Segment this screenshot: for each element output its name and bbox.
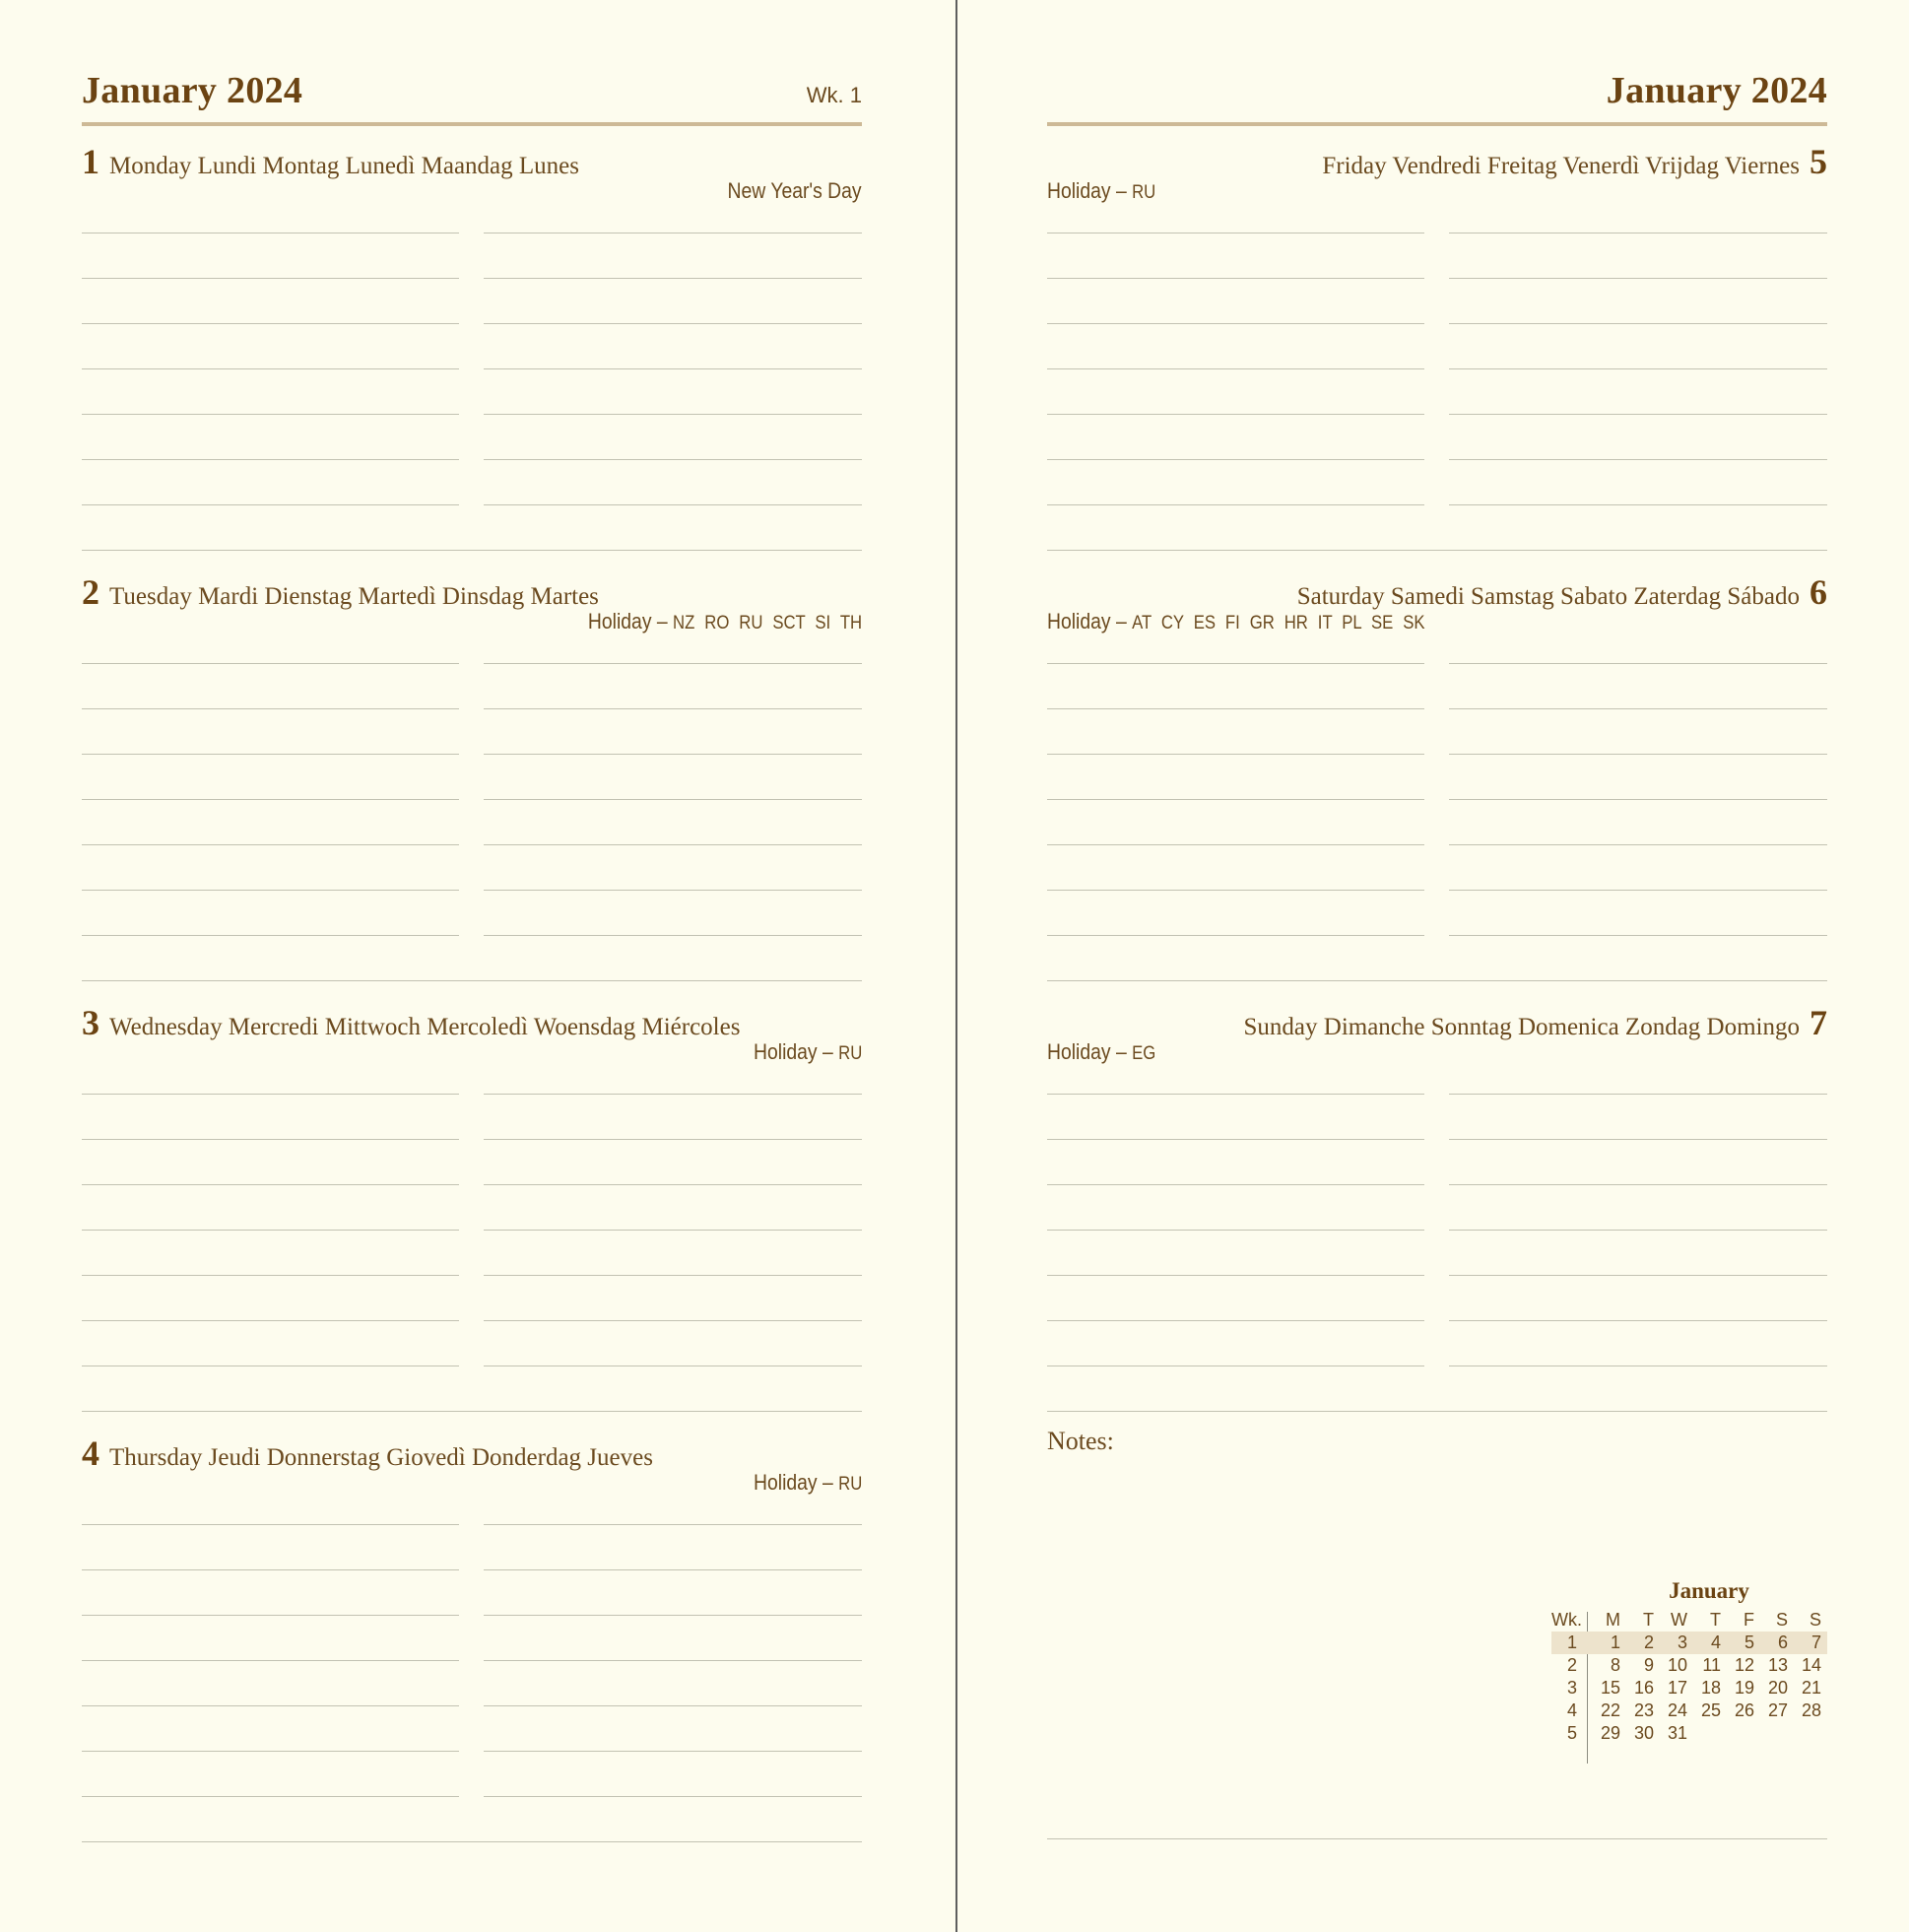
mini-calendar-week-number: Wk. xyxy=(1551,1610,1582,1630)
mini-calendar-day: T xyxy=(1710,1610,1721,1630)
writing-line[interactable] xyxy=(82,890,459,891)
writing-line[interactable] xyxy=(82,1751,459,1752)
mini-calendar-day: 29 xyxy=(1600,1723,1620,1743)
writing-line[interactable] xyxy=(82,1705,459,1706)
writing-line[interactable] xyxy=(484,663,862,664)
writing-line[interactable] xyxy=(484,1569,862,1570)
mini-calendar-day: 17 xyxy=(1667,1678,1687,1698)
day-divider xyxy=(82,980,862,981)
holiday-note xyxy=(754,1470,862,1496)
mini-calendar-day: 19 xyxy=(1734,1678,1754,1698)
writing-line[interactable] xyxy=(1449,459,1827,460)
day-names: Wednesday Mercredi Mittwoch Mercoledì Woensdag Miércoles xyxy=(109,1014,741,1040)
mini-calendar-week-number: 1 xyxy=(1566,1632,1577,1652)
mini-calendar-day: M xyxy=(1606,1610,1620,1630)
day-divider xyxy=(1047,1411,1827,1412)
day-header xyxy=(82,1432,862,1472)
writing-line[interactable] xyxy=(82,754,459,755)
day-header xyxy=(82,1002,862,1041)
month-header xyxy=(82,71,862,126)
mini-calendar-day: 11 xyxy=(1702,1655,1721,1675)
writing-line[interactable] xyxy=(1449,278,1827,279)
mini-calendar-week xyxy=(1551,1654,1827,1677)
writing-line[interactable] xyxy=(1449,323,1827,324)
writing-line[interactable] xyxy=(82,1660,459,1661)
writing-line[interactable] xyxy=(1449,1320,1827,1321)
writing-line[interactable] xyxy=(82,1796,459,1797)
writing-line[interactable] xyxy=(1047,414,1424,415)
mini-calendar-week xyxy=(1551,1677,1827,1699)
left-page xyxy=(82,0,862,1932)
mini-calendar-day: 7 xyxy=(1810,1632,1821,1652)
writing-line[interactable] xyxy=(484,708,862,709)
page-spine xyxy=(955,0,957,1932)
writing-line[interactable] xyxy=(1047,708,1424,709)
mini-calendar-day: 28 xyxy=(1801,1700,1821,1720)
mini-calendar-day: 3 xyxy=(1677,1632,1687,1652)
mini-calendar-day: 5 xyxy=(1744,1632,1754,1652)
notes-label: Notes: xyxy=(1047,1427,1114,1455)
writing-line[interactable] xyxy=(484,1705,862,1706)
day-header xyxy=(1047,1002,1827,1041)
month-header xyxy=(1047,71,1827,126)
day-entry xyxy=(1047,141,1827,571)
mini-calendar-day: 18 xyxy=(1700,1678,1721,1698)
day-header xyxy=(1047,571,1827,611)
mini-calendar-day: 26 xyxy=(1734,1700,1754,1720)
writing-line[interactable] xyxy=(1047,1094,1424,1095)
writing-line[interactable] xyxy=(1449,935,1827,936)
mini-calendar-day: 16 xyxy=(1633,1678,1654,1698)
mini-calendar-day: 1 xyxy=(1610,1632,1620,1652)
writing-line[interactable] xyxy=(82,323,459,324)
mini-calendar-day: 12 xyxy=(1734,1655,1754,1675)
writing-line[interactable] xyxy=(82,1139,459,1140)
mini-calendar-day: 2 xyxy=(1643,1632,1654,1652)
writing-line[interactable] xyxy=(1449,844,1827,845)
holiday-codes: RU xyxy=(837,1474,862,1495)
writing-line[interactable] xyxy=(484,414,862,415)
mini-calendar-week-number: 3 xyxy=(1566,1678,1577,1698)
holiday-prefix: Holiday – xyxy=(1047,178,1133,203)
day-names: Sunday Dimanche Sonntag Domenica Zondag Domingo xyxy=(1243,1014,1800,1040)
mini-calendar-day: 27 xyxy=(1767,1700,1788,1720)
holiday-prefix: Holiday – xyxy=(1047,1039,1133,1064)
writing-line[interactable] xyxy=(1047,754,1424,755)
writing-line[interactable] xyxy=(82,459,459,460)
mini-calendar-day: 24 xyxy=(1667,1700,1687,1720)
day-number: 7 xyxy=(1810,1003,1827,1042)
day-entry xyxy=(82,1002,862,1432)
writing-line[interactable] xyxy=(1047,1139,1424,1140)
mini-calendar-header xyxy=(1551,1609,1827,1632)
holiday-note xyxy=(1047,609,1425,634)
writing-line[interactable] xyxy=(484,1660,862,1661)
day-entry xyxy=(82,141,862,571)
writing-line[interactable] xyxy=(1449,799,1827,800)
day-entry xyxy=(1047,1002,1827,1432)
writing-line[interactable] xyxy=(484,844,862,845)
writing-line[interactable] xyxy=(1449,414,1827,415)
holiday-codes: RU xyxy=(837,1043,862,1064)
writing-line[interactable] xyxy=(1449,504,1827,505)
writing-line[interactable] xyxy=(484,1275,862,1276)
holiday-codes: RU xyxy=(1132,182,1156,203)
mini-calendar-day: 22 xyxy=(1600,1700,1620,1720)
holiday-codes: AT CY ES FI GR HR IT PL SE SK xyxy=(1132,613,1425,633)
holiday-note xyxy=(754,1039,862,1065)
writing-line[interactable] xyxy=(82,504,459,505)
mini-calendar-day: 31 xyxy=(1667,1723,1687,1743)
writing-line[interactable] xyxy=(1047,799,1424,800)
holiday-prefix: Holiday – xyxy=(1047,609,1133,633)
writing-line[interactable] xyxy=(484,1184,862,1185)
day-names: Tuesday Mardi Dienstag Martedì Dinsdag Martes xyxy=(109,583,599,610)
writing-line[interactable] xyxy=(82,708,459,709)
writing-line[interactable] xyxy=(484,1094,862,1095)
day-divider xyxy=(1047,550,1827,551)
holiday-note xyxy=(1047,1039,1155,1065)
writing-line[interactable] xyxy=(82,278,459,279)
holiday-prefix: Holiday – xyxy=(753,1039,838,1064)
writing-line[interactable] xyxy=(484,1751,862,1752)
writing-line[interactable] xyxy=(82,935,459,936)
day-names: Monday Lundi Montag Lunedì Maandag Lunes xyxy=(109,153,579,179)
writing-line[interactable] xyxy=(484,1615,862,1616)
holiday-prefix: Holiday – xyxy=(753,1470,838,1495)
mini-calendar-day: S xyxy=(1775,1610,1788,1630)
writing-line[interactable] xyxy=(1047,935,1424,936)
mini-calendar-day: F xyxy=(1744,1610,1754,1630)
writing-line[interactable] xyxy=(484,504,862,505)
mini-calendar-title: January xyxy=(1669,1578,1749,1603)
right-page xyxy=(1047,0,1827,1932)
mini-calendar-day: 13 xyxy=(1767,1655,1788,1675)
writing-line[interactable] xyxy=(82,1615,459,1616)
day-names: Saturday Samedi Samstag Sabato Zaterdag Sábado xyxy=(1296,583,1800,610)
day-entry xyxy=(82,1432,862,1863)
mini-calendar-week-number: 5 xyxy=(1566,1723,1577,1743)
day-names: Thursday Jeudi Donnerstag Giovedì Donderdag Jueves xyxy=(109,1444,653,1471)
mini-calendar-day: T xyxy=(1643,1610,1654,1630)
day-divider xyxy=(82,550,862,551)
writing-line[interactable] xyxy=(82,1569,459,1570)
writing-line[interactable] xyxy=(1449,663,1827,664)
day-header xyxy=(82,571,862,611)
writing-line[interactable] xyxy=(484,754,862,755)
mini-calendar-day: 15 xyxy=(1600,1678,1620,1698)
writing-line[interactable] xyxy=(1047,368,1424,369)
writing-line[interactable] xyxy=(1449,368,1827,369)
mini-calendar-week xyxy=(1551,1722,1827,1745)
writing-line[interactable] xyxy=(82,799,459,800)
mini-calendar-day: 30 xyxy=(1633,1723,1654,1743)
mini-calendar-day: S xyxy=(1809,1610,1821,1630)
writing-line[interactable] xyxy=(1047,1275,1424,1276)
writing-line[interactable] xyxy=(484,935,862,936)
writing-line[interactable] xyxy=(82,1524,459,1525)
writing-line[interactable] xyxy=(484,1320,862,1321)
writing-line[interactable] xyxy=(82,1320,459,1321)
day-divider xyxy=(82,1411,862,1412)
mini-calendar-week-number: 4 xyxy=(1566,1700,1577,1720)
mini-calendar-day: 10 xyxy=(1667,1655,1687,1675)
writing-line[interactable] xyxy=(1449,1094,1827,1095)
writing-line[interactable] xyxy=(1047,323,1424,324)
writing-line[interactable] xyxy=(484,1796,862,1797)
day-header xyxy=(82,141,862,180)
writing-line[interactable] xyxy=(82,368,459,369)
writing-line[interactable] xyxy=(1047,504,1424,505)
writing-line[interactable] xyxy=(82,414,459,415)
mini-calendar-week-number: 2 xyxy=(1566,1655,1577,1675)
mini-calendar-day: 4 xyxy=(1710,1632,1721,1652)
writing-line[interactable] xyxy=(484,323,862,324)
day-number: 3 xyxy=(82,1003,99,1042)
writing-line[interactable] xyxy=(1047,844,1424,845)
writing-line[interactable] xyxy=(484,1524,862,1525)
month-title: January 2024 xyxy=(1606,70,1827,111)
mini-calendar-day: 14 xyxy=(1801,1655,1821,1675)
mini-calendar-day: 21 xyxy=(1801,1678,1821,1698)
day-number: 6 xyxy=(1810,572,1827,612)
writing-line[interactable] xyxy=(484,459,862,460)
day-entry xyxy=(1047,571,1827,1002)
writing-line[interactable] xyxy=(1047,663,1424,664)
writing-line[interactable] xyxy=(484,368,862,369)
day-number: 1 xyxy=(82,142,99,181)
writing-line[interactable] xyxy=(82,1230,459,1231)
writing-line[interactable] xyxy=(484,1139,862,1140)
holiday-codes: NZ RO RU SCT SI TH xyxy=(672,613,862,633)
writing-line[interactable] xyxy=(82,1094,459,1095)
week-label: Wk. 1 xyxy=(806,83,862,107)
mini-calendar-week xyxy=(1551,1632,1827,1654)
holiday-note xyxy=(728,178,862,204)
day-entry xyxy=(82,571,862,1002)
writing-line[interactable] xyxy=(82,844,459,845)
writing-line[interactable] xyxy=(1047,1230,1424,1231)
day-names: Friday Vendredi Freitag Venerdì Vrijdag Viernes xyxy=(1322,153,1800,179)
writing-line[interactable] xyxy=(1449,1230,1827,1231)
day-number: 4 xyxy=(82,1433,99,1473)
writing-line[interactable] xyxy=(82,1184,459,1185)
writing-line[interactable] xyxy=(1047,890,1424,891)
holiday-prefix: New Year's Day xyxy=(727,178,862,203)
writing-line[interactable] xyxy=(82,663,459,664)
mini-calendar-day: 25 xyxy=(1700,1700,1721,1720)
mini-calendar-day: 6 xyxy=(1777,1632,1788,1652)
holiday-note xyxy=(1047,178,1155,204)
mini-calendar-day: 23 xyxy=(1633,1700,1654,1720)
mini-calendar-day: W xyxy=(1671,1610,1687,1630)
day-header xyxy=(1047,141,1827,180)
holiday-codes: EG xyxy=(1132,1043,1156,1064)
writing-line[interactable] xyxy=(1047,1184,1424,1185)
writing-line[interactable] xyxy=(1449,708,1827,709)
writing-line[interactable] xyxy=(484,799,862,800)
writing-line[interactable] xyxy=(484,1230,862,1231)
writing-line[interactable] xyxy=(1047,1320,1424,1321)
day-divider xyxy=(1047,980,1827,981)
writing-line[interactable] xyxy=(1047,278,1424,279)
writing-line[interactable] xyxy=(1449,754,1827,755)
mini-calendar-day: 9 xyxy=(1643,1655,1654,1675)
writing-line[interactable] xyxy=(1047,459,1424,460)
writing-line[interactable] xyxy=(82,1275,459,1276)
notes-bottom-line xyxy=(1047,1838,1827,1839)
writing-line[interactable] xyxy=(1449,1139,1827,1140)
writing-line[interactable] xyxy=(484,278,862,279)
holiday-note xyxy=(588,609,862,634)
writing-line[interactable] xyxy=(484,890,862,891)
day-number: 5 xyxy=(1810,142,1827,181)
holiday-prefix: Holiday – xyxy=(587,609,673,633)
mini-calendar-week xyxy=(1551,1699,1827,1722)
writing-line[interactable] xyxy=(1449,1184,1827,1185)
mini-calendar-day: 20 xyxy=(1767,1678,1788,1698)
day-number: 2 xyxy=(82,572,99,612)
writing-line[interactable] xyxy=(1449,890,1827,891)
day-divider xyxy=(82,1841,862,1842)
mini-calendar-day: 8 xyxy=(1610,1655,1620,1675)
month-title: January 2024 xyxy=(82,70,303,111)
writing-line[interactable] xyxy=(1449,1275,1827,1276)
